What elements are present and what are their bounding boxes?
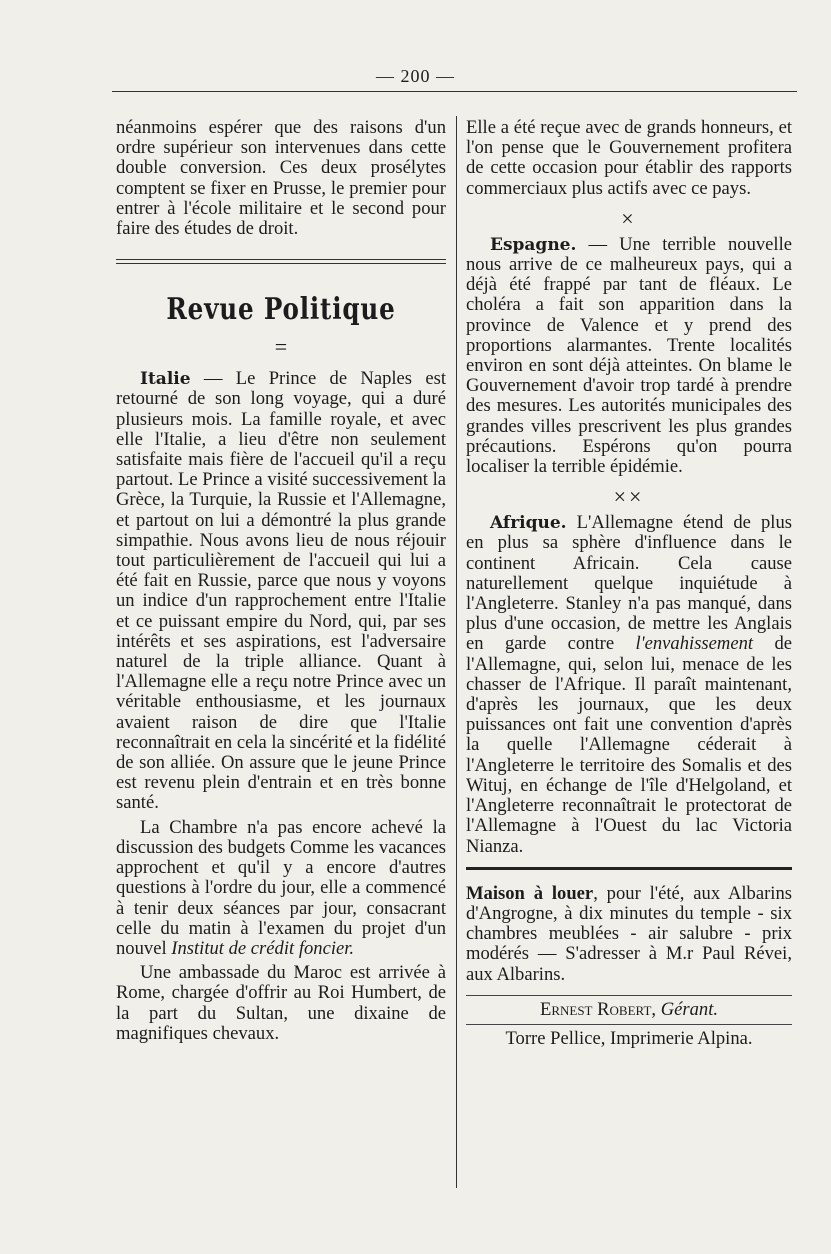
advert-title: Maison à louer — [466, 882, 594, 904]
italie-label: Italie — [140, 369, 191, 390]
right-column — [466, 118, 792, 1049]
left-column — [116, 118, 446, 1044]
page-number: — 200 — — [376, 66, 455, 86]
espagne-label: Espagne. — [490, 234, 577, 255]
section-heading: Revue Politique — [166, 292, 396, 328]
maroc-paragraph: Une ambassade du Maroc est arrivée à Rome, chargée d'offrir au Roi Humbert, de la part du Sultan, une dixaine de magnifiques chevaux. — [116, 962, 446, 1044]
advert-text: , pour l'été, aux Albarins d'Angrogne, à dix minutes du temple - six chambres meublées - air salubre - prix modérés — S'adresser à M.r Paul Révei, aux Albarins. — [466, 882, 792, 985]
afrique-italic: l'envahissement — [635, 633, 754, 655]
espagne-text: — Une terrible nouvelle nous arrive de ce malheureux pays, qui a déjà été frappé par tant de fléaux. Le choléra a fait son apparition dans la province de Valence et y prend des proportions alarmantes. Trente localités environ en sont déjà atteintes. On blame le Gouvernement d'avoir trop tardé à prendre des mesures. Les autorités municipales des grandes villes prescrivent les plus grandes précautions. Espérons qu'on pourra localiser la terrible épidémie. — [466, 233, 792, 478]
left-intro-paragraph: néanmoins espérer que des raisons d'un ordre supérieur son intervenues dans cette double conversion. Ces deux prosélytes comptent se fixer en Prusse, le premier pour entrer à l'école militaire et le second pour faire des études de droit. — [116, 117, 446, 240]
imprint-line: Torre Pellice, Imprimerie Alpina. — [505, 1027, 753, 1049]
header-rule — [112, 91, 797, 92]
right-intro-paragraph: Elle a été reçue avec de grands honneurs, et l'on pense que le Gouvernement profitera de cette occasion pour établir des rapports commerciaux plus actifs avec ce pays. — [466, 117, 792, 199]
heading-ornament: = — [274, 334, 288, 360]
afrique-label: Afrique. — [490, 513, 567, 534]
advert-paragraph — [466, 884, 792, 985]
gerant-line — [466, 1000, 792, 1020]
afrique-text-1: L'Allemagne étend de plus en plus sa sphère d'influence dans le continent Africain. Cela cause naturellement quelque inquiétude à l'Angleterre. Stanley n'a pas manqué, dans plus d'une occasion, de mettre les Anglais en garde contre — [466, 512, 792, 655]
separator-double: ×× — [613, 484, 645, 510]
afrique-paragraph — [466, 513, 792, 856]
espagne-paragraph — [466, 235, 792, 477]
afrique-text-2: de l'Allemagne, qui, selon lui, menace de les chasser de l'Afrique. Il paraît maintenant, d'après les journaux, que les deux puissances ont fait une convention d'après la quelle l'Allemagne céderait à l'Angleterre le territoire des Somalis et des Wituj, en échange de l'île d'Helgoland, et l'Angleterre reconnaîtrait le protectorat de l'Allemagne à l'Ouest du lac Victoria Nianza. — [466, 633, 793, 857]
italie-text: — Le Prince de Naples est retourné de son long voyage, qui a duré plusieurs mois. La famille royale, et avec elle l'Italie, a lieu d'être non seulement satisfaite mais fière de l'accueil qu'il a reçu partout. Le Prince a visité successivement la Grèce, la Turquie, la Russie et l'Allemagne, et partout on lui a démontré la plus grande simpathie. Nous avons lieu de nous réjouir tout particulièrement de l'accueil qui lui a été fait en Russie, parce que nous y voyons un indice d'un rapprochement entre l'Italie et ce puissant empire du Nord, qui, par ses intérêts et ses aspirations, est l'adversaire naturel de la triple alliance. Quant à l'Allemagne elle a reçu notre Prince avec un véritable enthousiasme, et les journaux avaient raison de dire que l'Italie reconnaîtrait en cela la sincérité et la fidélité de son alliée. On assure que le jeune Prince est revenu plein d'entrain et en très bonne santé. — [116, 368, 446, 814]
column-divider — [456, 116, 457, 1188]
chambre-text: La Chambre n'a pas encore achevé la discussion des budgets Comme les vacances approchent et qu'il y a encore d'autres questions à l'ordre du jour, elle a commencé à tenir deux séances par jour, consacrant celle du matin à l'examen du projet d'un nouvel — [116, 816, 446, 959]
gerant-role: Gérant. — [660, 998, 719, 1020]
separator-single: × — [621, 205, 637, 231]
chambre-paragraph — [116, 818, 446, 959]
chambre-italic: Institut de crédit foncier. — [171, 937, 355, 959]
gerant-name: Ernest Robert, — [539, 998, 661, 1020]
italie-paragraph — [116, 369, 446, 813]
